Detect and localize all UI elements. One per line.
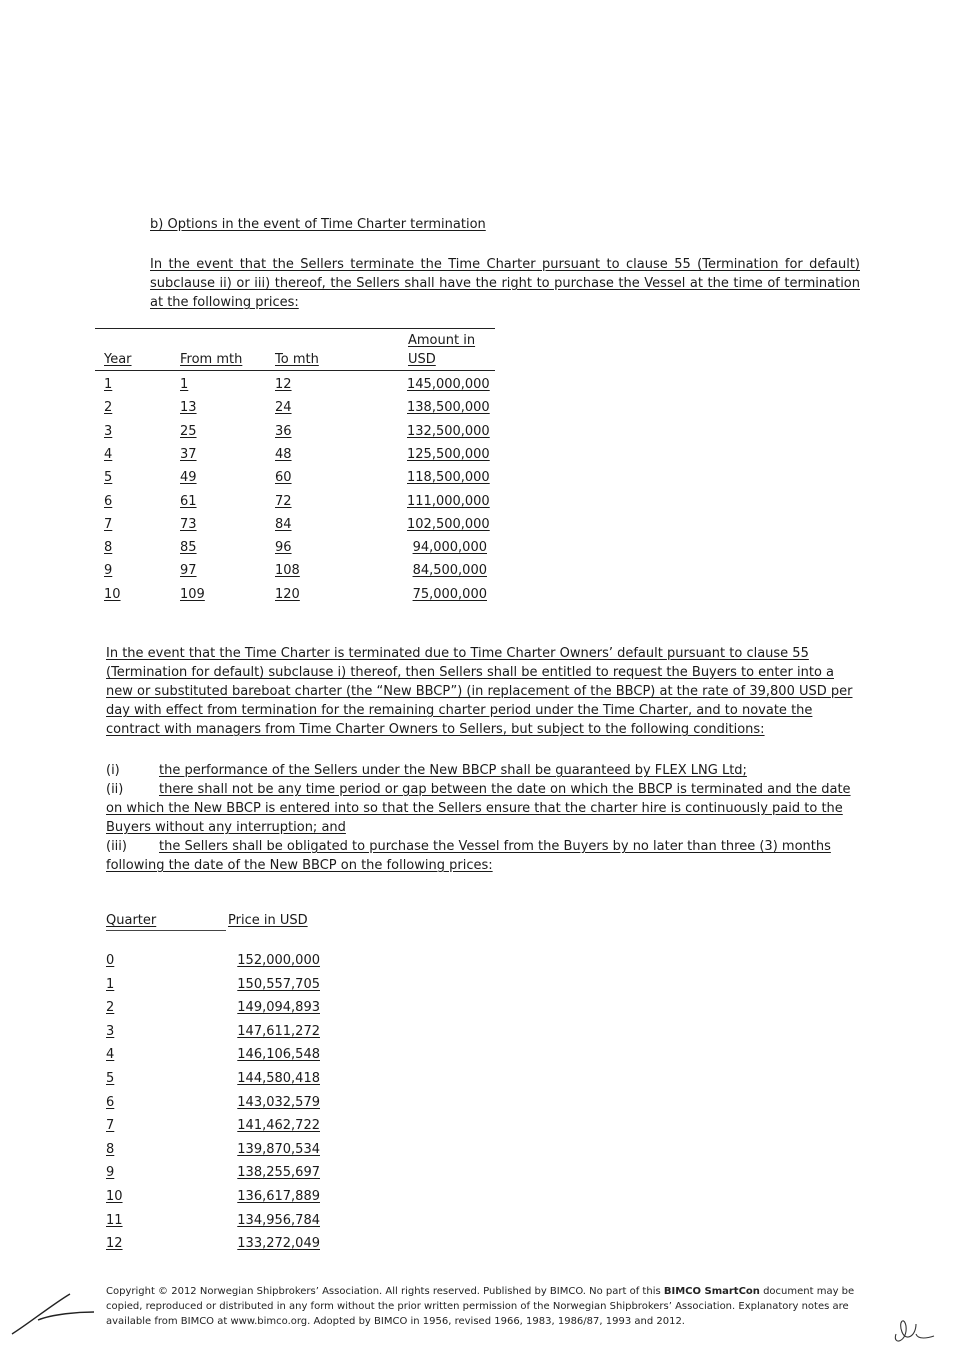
table2-price: 134,956,784 — [237, 1212, 320, 1228]
table1-from: 73 — [180, 516, 197, 532]
table1-to: 48 — [275, 446, 292, 462]
condition-iii — [106, 837, 862, 875]
table1-from: 37 — [180, 446, 197, 462]
table1-header-year: Year — [104, 352, 132, 367]
footer-text-after: document may be copied, reproduced or distributed in any form without the prior written permission of the Norwegian Shipbrokers’ Association. Explanatory notes are available from BIMCO at www.bimco.org. Adopted by BIMCO in 1956, revised 1966, 1983, 1986/87, 1993 and 2012. — [106, 1286, 855, 1327]
table1-from: 49 — [180, 470, 197, 486]
table1-header-amount: Amount in — [408, 333, 476, 348]
table1-top-rule — [95, 328, 495, 329]
signature-mark — [8, 1288, 98, 1338]
table1-amount: 102,500,000 — [407, 516, 490, 532]
table2-price: 150,557,705 — [237, 976, 320, 992]
table1-from: 85 — [180, 540, 197, 556]
table2-quarter: 4 — [106, 1047, 115, 1063]
table2-price: 141,462,722 — [237, 1118, 320, 1134]
table2-quarter: 9 — [106, 1165, 115, 1181]
table2-quarter: 11 — [106, 1212, 123, 1228]
table1-amount: 118,500,000 — [407, 470, 490, 486]
condition-text: the performance of the Sellers under the New BBCP shall be guaranteed by FLEX LNG Ltd; — [159, 763, 747, 778]
condition-number: (iii) — [106, 839, 127, 854]
table1-year: 8 — [104, 540, 113, 556]
table2-quarter: 12 — [106, 1236, 123, 1252]
table1-to: 84 — [275, 516, 292, 532]
table2-price: 143,032,579 — [237, 1094, 320, 1110]
table1-header-from: From mth — [180, 352, 243, 367]
copyright-footer — [106, 1284, 866, 1329]
table1-year: 5 — [104, 470, 113, 486]
table2-quarter: 6 — [106, 1094, 115, 1110]
table1-to: 120 — [275, 586, 300, 602]
table1-year: 4 — [104, 446, 113, 462]
condition-text: the Sellers shall be obligated to purchase the Vessel from the Buyers by no later than three (3) months following the date of the New BBCP on the following prices: — [106, 839, 831, 873]
new-bbcp-paragraph: In the event that the Time Charter is terminated due to Time Charter Owners’ default pursuant to clause 55 (Termination for default) subclause i) thereof, then Sellers shall be entitled to request the Buyers to enter into a new or substituted bareboat charter (the “New BBCP”) (in replacement of the BBCP) at the rate of 39,800 USD per day with effect from termination for the remaining charter period under the Time Charter, and to novate the contract with managers from Time Charter Owners to Sellers, but subject to the following conditions: — [106, 646, 853, 737]
table1-header-usd: USD — [408, 352, 436, 367]
table2-price: 149,094,893 — [237, 1000, 320, 1016]
table1-year: 10 — [104, 586, 121, 602]
table2-quarter: 1 — [106, 976, 115, 992]
table1-amount: 125,500,000 — [407, 446, 490, 462]
table2-price: 136,617,889 — [237, 1189, 320, 1204]
table1-from: 109 — [180, 586, 205, 602]
table1-to: 108 — [275, 563, 300, 579]
table1-to: 72 — [275, 493, 292, 509]
table1-to: 60 — [275, 470, 292, 486]
table1-header-to: To mth — [275, 352, 319, 367]
table1-amount: 75,000,000 — [412, 586, 487, 602]
table1-amount: 84,500,000 — [412, 563, 487, 579]
table1-to: 12 — [275, 377, 292, 392]
table2-price: 138,255,697 — [237, 1165, 320, 1181]
initials-mark — [890, 1312, 940, 1348]
condition-ii — [106, 780, 862, 837]
condition-text: there shall not be any time period or gap between the date on which the BBCP is terminated and the date on which the New BBCP is entered into so that the Sellers ensure that the charter hire is continuously paid to the Buyers without any interruption; and — [106, 782, 851, 835]
table1-amount: 94,000,000 — [412, 540, 487, 556]
table2-price: 147,611,272 — [237, 1023, 320, 1039]
table2-price: 133,272,049 — [237, 1236, 320, 1252]
table1-to: 24 — [275, 400, 292, 416]
table2-quarter: 5 — [106, 1071, 115, 1086]
table2-quarter: 2 — [106, 1000, 115, 1016]
table1-amount: 132,500,000 — [407, 423, 490, 439]
table1-from: 13 — [180, 400, 197, 416]
table1-year: 1 — [104, 377, 113, 392]
table1-amount: 111,000,000 — [407, 493, 490, 509]
table1-from: 25 — [180, 423, 197, 439]
table2-header-link — [106, 930, 226, 931]
footer-smartcon: BIMCO SmartCon — [663, 1286, 760, 1297]
table1-to: 96 — [275, 540, 292, 556]
table2-quarter: 0 — [106, 953, 115, 968]
table1-year: 3 — [104, 423, 113, 439]
intro-paragraph: In the event that the Sellers terminate the Time Charter pursuant to clause 55 (Termination for default) subclause ii) or iii) thereof, the Sellers shall have the right to purchase the Vessel at the time of termination at the following prices: — [150, 257, 860, 310]
table1-from: 97 — [180, 563, 197, 579]
table2-price: 152,000,000 — [237, 953, 320, 968]
table2-price: 146,106,548 — [237, 1047, 320, 1063]
table2-price: 144,580,418 — [237, 1071, 320, 1086]
table1-year: 7 — [104, 516, 113, 532]
footer-text-before: Copyright © 2012 Norwegian Shipbrokers’ Association. All rights reserved. Published by BIMCO. No part of this — [106, 1286, 664, 1297]
table1-year: 9 — [104, 563, 113, 579]
condition-i — [106, 761, 862, 780]
section-heading: b) Options in the event of Time Charter termination — [150, 217, 486, 232]
table2-price: 139,870,534 — [237, 1141, 320, 1157]
table1-to: 36 — [275, 423, 292, 439]
condition-number: (i) — [106, 763, 120, 778]
table2-quarter: 8 — [106, 1141, 115, 1157]
table2-header-price: Price in USD — [228, 913, 308, 928]
table1-from: 1 — [180, 377, 189, 392]
table1-header-rule — [95, 370, 495, 371]
condition-number: (ii) — [106, 782, 124, 797]
table1-from: 61 — [180, 493, 197, 509]
table2-quarter: 7 — [106, 1118, 115, 1134]
table1-year: 6 — [104, 493, 113, 509]
table1-year: 2 — [104, 400, 113, 416]
table2-header-quarter: Quarter — [106, 913, 157, 928]
table2-quarter: 3 — [106, 1023, 115, 1039]
table1-amount: 145,000,000 — [407, 377, 490, 392]
table2-quarter: 10 — [106, 1189, 123, 1204]
table1-amount: 138,500,000 — [407, 400, 490, 416]
